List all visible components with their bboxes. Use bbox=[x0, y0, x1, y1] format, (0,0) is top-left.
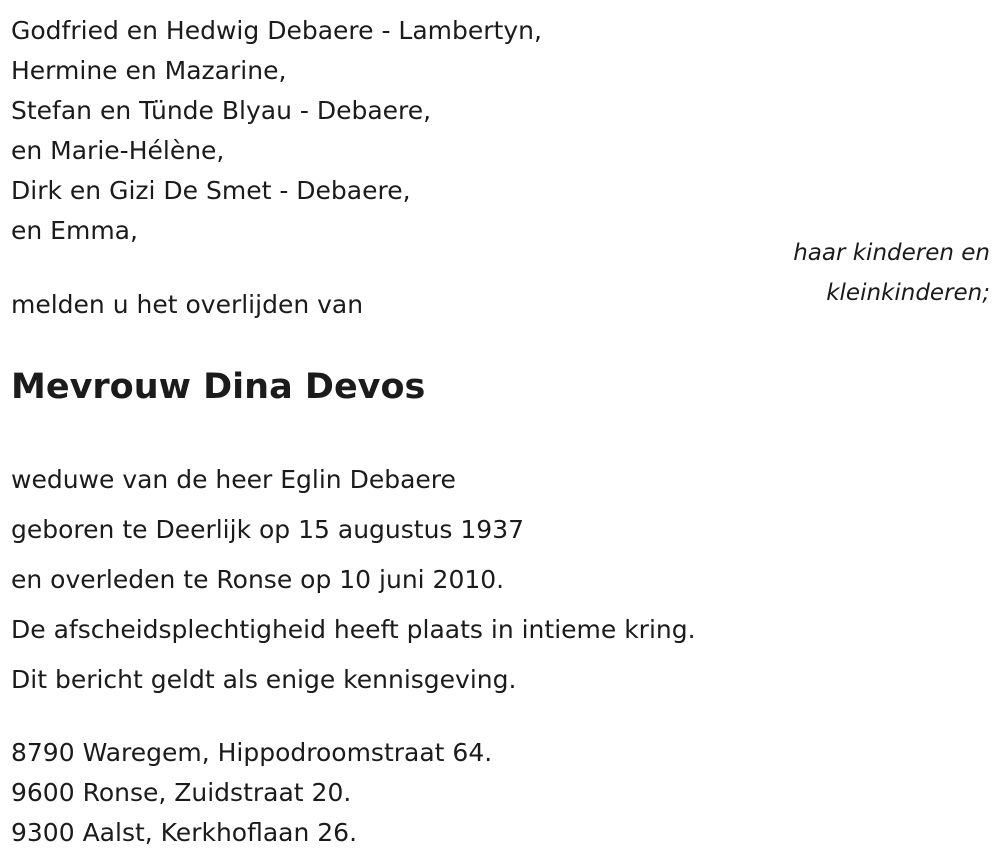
family-member-line: Hermine en Mazarine, bbox=[11, 56, 287, 85]
family-members-list bbox=[11, 11, 542, 251]
family-member-line: Dirk en Gizi De Smet - Debaere, bbox=[11, 176, 411, 205]
address-line: 8790 Waregem, Hippodroomstraat 64. bbox=[11, 738, 493, 767]
address-list bbox=[11, 733, 492, 853]
detail-line: De afscheidsplechtigheid heeft plaats in intieme kring. bbox=[11, 615, 696, 644]
address-line: 9600 Ronse, Zuidstraat 20. bbox=[11, 778, 352, 807]
deceased-name: Mevrouw Dina Devos bbox=[11, 367, 426, 407]
detail-line: en overleden te Ronse op 10 juni 2010. bbox=[11, 565, 505, 594]
obituary-details bbox=[11, 455, 696, 705]
detail-line: Dit bericht geldt als enige kennisgeving. bbox=[11, 665, 517, 694]
family-member-line: en Emma, bbox=[11, 216, 138, 245]
family-member-line: Godfried en Hedwig Debaere - Lambertyn, bbox=[11, 16, 542, 45]
relation-note bbox=[793, 233, 990, 313]
relation-line: kleinkinderen; bbox=[826, 280, 990, 306]
announcement-text: melden u het overlijden van bbox=[11, 290, 364, 319]
detail-line: weduwe van de heer Eglin Debaere bbox=[11, 465, 456, 494]
address-line: 9300 Aalst, Kerkhoflaan 26. bbox=[11, 818, 358, 847]
family-member-line: en Marie-Hélène, bbox=[11, 136, 225, 165]
family-member-line: Stefan en Tünde Blyau - Debaere, bbox=[11, 96, 432, 125]
relation-line: haar kinderen en bbox=[793, 240, 990, 266]
detail-line: geboren te Deerlijk op 15 augustus 1937 bbox=[11, 515, 525, 544]
